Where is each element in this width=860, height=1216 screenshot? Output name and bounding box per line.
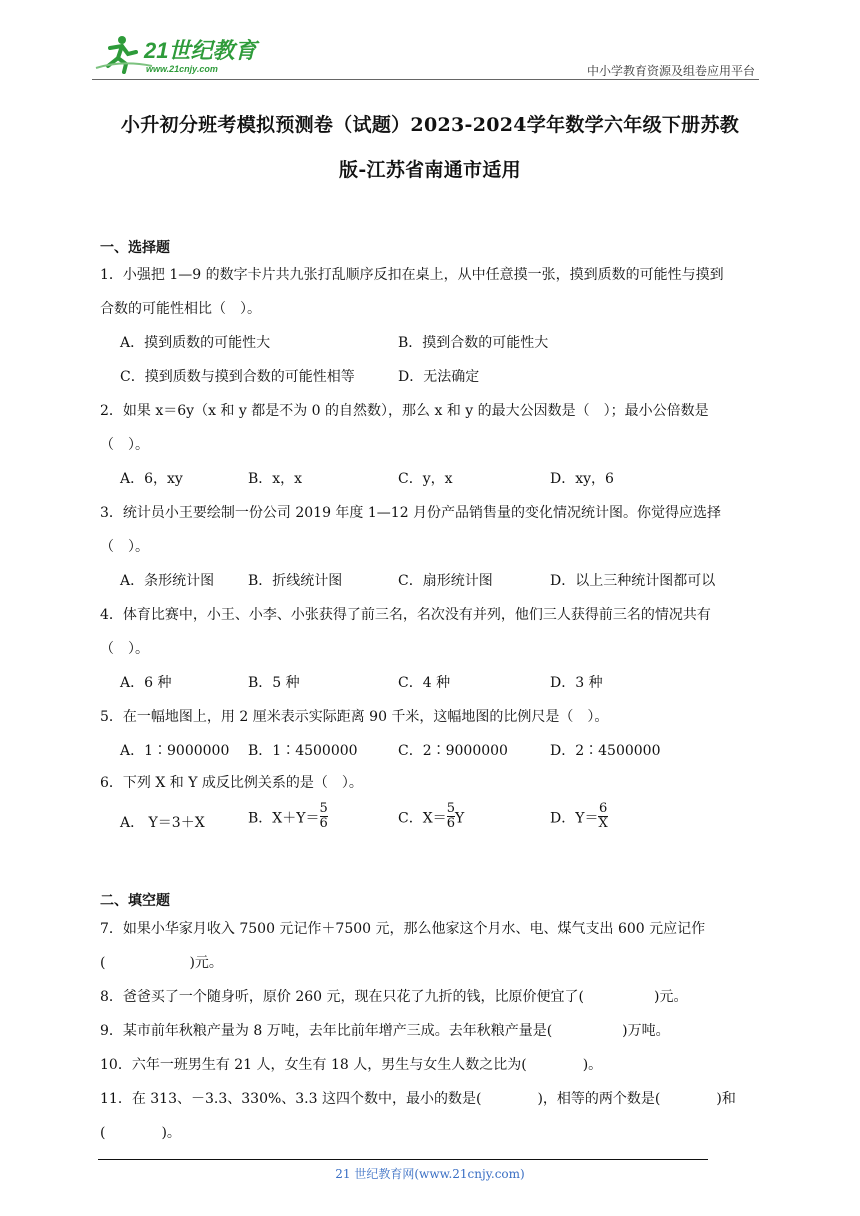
- q4-option-a: A．6 种: [120, 675, 172, 691]
- doc-title-line1: 小升初分班考模拟预测卷（试题）2023-2024学年数学六年级下册苏教: [120, 114, 740, 136]
- q1-option-d: D．无法确定: [398, 369, 480, 385]
- q6-option-b-fraction: [320, 802, 328, 831]
- q4-option-c: C．4 种: [398, 675, 451, 691]
- q2-option-c: C．y，x: [398, 471, 453, 487]
- q2-option-a: A．6，xy: [120, 471, 183, 487]
- q6-d-numerator: 6: [598, 801, 608, 816]
- q3-option-b: B．折线统计图: [248, 573, 343, 589]
- q6-option-c-fraction: [447, 802, 455, 831]
- q4-stem-line1: 4．体育比赛中，小王、小李、小张获得了前三名，名次没有并列，他们三人获得前三名的情况共有: [100, 607, 711, 623]
- q6-option-d: [550, 801, 608, 831]
- q6-b-numerator: 5: [319, 801, 328, 816]
- logo-url: www.21cnjy.com: [146, 64, 218, 74]
- q7-stem-line2: ( )元。: [100, 955, 223, 971]
- site-logo: [92, 32, 262, 78]
- q3-stem-line2: （ ）。: [100, 539, 149, 555]
- q6-option-b: [248, 801, 328, 831]
- q9-stem: 9．某市前年秋粮产量为 8 万吨，去年比前年增产三成。去年秋粮产量是( )万吨。: [100, 1023, 670, 1039]
- q11-stem-line1: 11．在 313、－3.3、330%、3.3 这四个数中，最小的数是( )，相等的两个数是( )和: [100, 1091, 736, 1107]
- q2-stem-line2: （ ）。: [100, 437, 149, 453]
- q6-c-numerator: 5: [446, 801, 455, 816]
- q6-b-denominator: 6: [319, 816, 328, 831]
- q8-stem: 8．爸爸买了一个随身听，原价 260 元，现在只花了九折的钱，比原价便宜了( )元。: [100, 989, 688, 1005]
- q6-option-c-text: C．X＝: [398, 810, 447, 827]
- q4-stem-line2: （ ）。: [100, 641, 149, 657]
- q5-stem: 5．在一幅地图上，用 2 厘米表示实际距离 90 千米，这幅地图的比例尺是（ ）。: [100, 709, 609, 725]
- q1-option-b: B．摸到合数的可能性大: [398, 335, 549, 351]
- q6-option-c-suffix: Y: [454, 810, 465, 827]
- q1-stem-line1: 1．小强把 1—9 的数字卡片共九张打乱顺序反扣在桌上，从中任意摸一张，摸到质数的可能性与摸到: [100, 267, 724, 283]
- q3-stem-line1: 3．统计员小王要绘制一份公司 2019 年度 1—12 月份产品销售量的变化情况统计图。你觉得应选择: [100, 505, 722, 521]
- q2-stem-line1: 2．如果 x＝6y（x 和 y 都是不为 0 的自然数），那么 x 和 y 的最大公因数是（ ）；最小公倍数是: [100, 403, 709, 419]
- footer-divider: [98, 1159, 708, 1160]
- q4-option-d: D．3 种: [550, 675, 603, 691]
- footer-link[interactable]: 21 世纪教育网(www.21cnjy.com): [335, 1167, 525, 1181]
- q6-option-b-text: B．X＋Y＝: [248, 810, 320, 827]
- section-heading-fill: 二、填空题: [100, 893, 170, 909]
- logo-text: 21世纪教育: [144, 38, 257, 63]
- q1-option-a: A．摸到质数的可能性大: [120, 335, 271, 351]
- q6-option-a: A． Y＝3＋X: [120, 815, 205, 831]
- q2-option-d: D．xy，6: [550, 471, 614, 487]
- q5-option-b: B．1∶4500000: [248, 743, 358, 759]
- q6-option-c: [398, 801, 465, 831]
- q2-option-b: B．x，x: [248, 471, 303, 487]
- doc-title-line2: 版-江苏省南通市适用: [339, 159, 521, 181]
- q4-option-b: B．5 种: [248, 675, 300, 691]
- q6-stem: 6．下列 X 和 Y 成反比例关系的是（ ）。: [100, 775, 363, 791]
- q5-option-c: C．2∶9000000: [398, 743, 508, 759]
- q5-option-a: A．1∶9000000: [120, 743, 230, 759]
- q3-option-c: C．扇形统计图: [398, 573, 493, 589]
- q5-option-d: D．2∶4500000: [550, 743, 661, 759]
- header-platform-text: 中小学教育资源及组卷应用平台: [586, 64, 755, 78]
- header-divider: [92, 79, 759, 80]
- q6-option-d-fraction: [598, 802, 607, 831]
- q6-option-d-text: D．Y＝: [550, 810, 599, 827]
- q1-option-c: C．摸到质数与摸到合数的可能性相等: [120, 369, 355, 385]
- q6-c-denominator: 6: [446, 816, 455, 831]
- q6-d-denominator: X: [598, 816, 608, 831]
- q11-stem-line2: ( )。: [100, 1125, 181, 1141]
- section-heading-choice: 一、选择题: [100, 240, 170, 256]
- q10-stem: 10．六年一班男生有 21 人，女生有 18 人，男生与女生人数之比为( )。: [100, 1057, 603, 1073]
- q3-option-a: A．条形统计图: [120, 573, 215, 589]
- q1-stem-line2: 合数的可能性相比（ ）。: [100, 301, 261, 317]
- q7-stem-line1: 7．如果小华家月收入 7500 元记作＋7500 元，那么他家这个月水、电、煤气支出 600 元应记作: [100, 921, 706, 937]
- q3-option-d: D．以上三种统计图都可以: [550, 573, 716, 589]
